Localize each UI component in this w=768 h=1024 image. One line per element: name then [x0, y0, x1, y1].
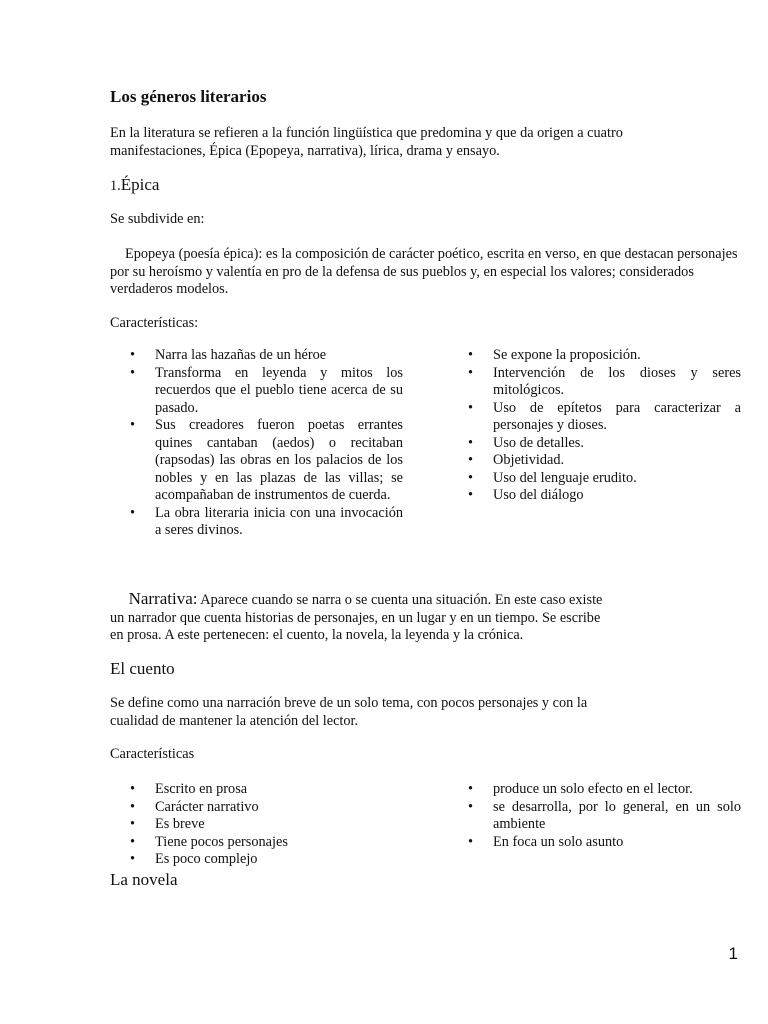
- page-title: Los géneros literarios: [110, 87, 267, 106]
- list-item: • se desarrolla, por lo general, en un solo ambiente: [448, 799, 741, 834]
- narrativa-heading: Narrativa:: [128, 589, 198, 608]
- list-item: • Narra las hazañas de un héroe: [110, 347, 403, 365]
- narrativa-line-2: un narrador que cuenta historias de personajes, en un lugar y en un tiempo. Se escribe: [110, 609, 601, 626]
- list-item: • Transforma en leyenda y mitos los recuerdos que el pueblo tiene acerca de su pasado.: [110, 365, 403, 418]
- list-item: • En foca un solo asunto: [448, 834, 741, 852]
- list-item: • Objetividad.: [448, 452, 741, 470]
- subdivide-text: Se subdivide en:: [110, 211, 205, 227]
- list-item: • Uso de epítetos para caracterizar a personajes y dioses.: [448, 400, 741, 435]
- list-item: • Tiene pocos personajes: [110, 834, 410, 852]
- list-item: • Sus creadores fueron poetas errantes quines cantaban (aedos) o recitaban (rapsodas) las obras en los palacios de los nobles y en las plazas de las villas; se acompañaban de instrumentos de cuerda.: [110, 417, 403, 505]
- epica-heading: [110, 176, 159, 196]
- narrativa-paragraph: [110, 590, 670, 645]
- cuento-paragraph: [110, 695, 587, 730]
- caracteristicas-label: Características:: [110, 315, 199, 331]
- epopeya-text: Epopeya (poesía épica): es la composición de carácter poético, escrita en verso, en que destacan personajes por su heroísmo y valentía en pro de la defensa de sus pueblos y, en especial los valores; considerados verdaderos modelos.: [110, 246, 738, 297]
- narrativa-text-1: Aparece cuando se narra o se cuenta una situación. En este caso existe: [200, 592, 603, 608]
- cuento-line-2: cualidad de mantener la atención del lector.: [110, 712, 359, 729]
- narrativa-line-1: [110, 590, 670, 610]
- list-item: • Uso de detalles.: [448, 435, 741, 453]
- list-item: • Es breve: [110, 816, 410, 834]
- list-item: • Uso del lenguaje erudito.: [448, 470, 741, 488]
- epica-right-list: [448, 347, 741, 505]
- list-item: • Uso del diálogo: [448, 487, 741, 505]
- intro-paragraph: En la literatura se refieren a la función lingüística que predomina y que da origen a cuatro manifestaciones, Épica (Epopeya, narrativa), lírica, drama y ensayo.: [110, 125, 623, 159]
- list-item: • Intervención de los dioses y seres mitológicos.: [448, 365, 741, 400]
- list-item: • La obra literaria inicia con una invocación a seres divinos.: [110, 505, 403, 540]
- cuento-heading: El cuento: [110, 659, 175, 678]
- list-item: • produce un solo efecto en el lector.: [448, 781, 741, 799]
- cuento-caracteristicas-label: Características: [110, 746, 195, 762]
- epopeya-paragraph: [110, 246, 740, 299]
- narrativa-line-3: en prosa. A este pertenecen: el cuento, la novela, la leyenda y la crónica.: [110, 627, 524, 643]
- list-item: • Carácter narrativo: [110, 799, 410, 817]
- cuento-line-1: Se define como una narración breve de un solo tema, con pocos personajes y con la: [110, 695, 588, 711]
- cuento-right-list: [448, 781, 741, 851]
- epica-number: 1.: [110, 178, 121, 194]
- cuento-left-list: [110, 781, 410, 869]
- list-item: • Es poco complejo: [110, 851, 410, 869]
- novela-heading: La novela: [110, 870, 178, 889]
- list-item: • Escrito en prosa: [110, 781, 410, 799]
- page-number: 1: [728, 944, 738, 963]
- epica-left-list: [110, 347, 403, 540]
- epica-title: Épica: [120, 175, 160, 194]
- list-item: • Se expone la proposición.: [448, 347, 741, 365]
